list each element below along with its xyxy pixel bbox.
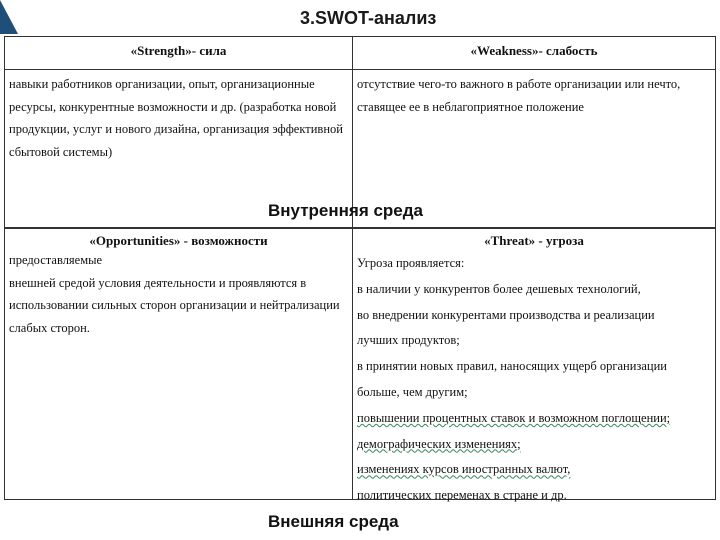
opportunities-line: использовании сильных сторон организации и нейтрализации [9, 298, 340, 312]
threat-line: лучших продуктов; [357, 333, 460, 348]
threat-cell [353, 229, 715, 503]
weakness-line: ставящее ее в неблагоприятное положение [357, 99, 584, 114]
threat-line: больше, чем другим; [357, 384, 468, 399]
threat-line: политических переменах в стране и др. [357, 488, 567, 503]
strength-line: сбытовой системы) [9, 144, 113, 159]
threat-line: Угроза проявляется: [357, 256, 465, 270]
opportunities-line: слабых сторон. [9, 320, 90, 335]
strength-line: навыки работников организации, опыт, организационные [9, 77, 315, 91]
strength-line: продукции, услуг и нового дизайна, организация эффективной [9, 122, 343, 136]
threat-line: повышении процентных ставок и возможном поглощении; [357, 410, 671, 425]
corner-triangle-icon [0, 0, 18, 34]
strength-line: ресурсы, конкурентные возможности и др. (разработка новой [9, 99, 337, 114]
weakness-line: отсутствие чего-то важного в работе организации или нечто, [357, 77, 681, 91]
threat-line: изменениях курсов иностранных валют, [357, 462, 571, 477]
external-environment-label: Внешняя среда [268, 512, 399, 531]
external-swot-table [4, 228, 716, 503]
page-title: 3.SWOT-анализ [300, 8, 437, 28]
opportunities-line: внешней средой условия деятельности и проявляются в [9, 275, 307, 290]
threat-line: демографических изменениях; [357, 436, 521, 451]
threat-line: во внедрении конкурентами производства и реализации [357, 307, 655, 322]
internal-swot-table [4, 36, 716, 228]
weakness-cell [353, 37, 715, 227]
strength-heading: «Strength»- сила [130, 43, 227, 58]
internal-environment-label: Внутренняя среда [268, 201, 424, 220]
opportunities-heading: «Opportunities» - возможности [89, 233, 268, 248]
weakness-heading: «Weakness»- слабость [470, 43, 598, 58]
threat-line: в наличии у конкурентов более дешевых технологий, [357, 281, 641, 296]
strength-cell [5, 37, 352, 227]
opportunities-line: предоставляемые [9, 253, 103, 267]
threat-heading: «Threat» - угроза [484, 233, 584, 248]
opportunities-cell [5, 229, 352, 499]
threat-line: в принятии новых правил, наносящих ущерб организации [357, 359, 667, 374]
